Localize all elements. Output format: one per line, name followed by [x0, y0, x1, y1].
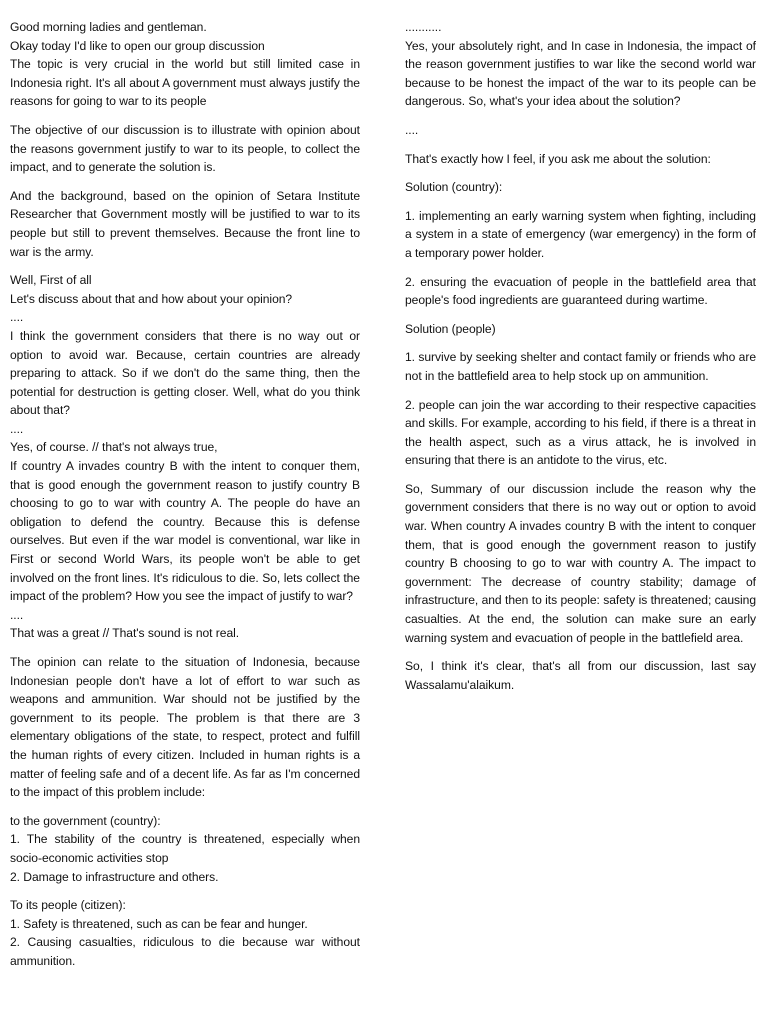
objective-paragraph: The objective of our discussion is to illustrate with opinion about the reasons government justify to war to its people, to collect the impact, and to generate the solution is. [10, 122, 360, 175]
dialogue-line: Yes, your absolutely right, and In case in Indonesia, the impact of the reason government justifies to war like the second world war because to be honest the impact of the war to its people can be dangerous. So, what's your idea about the solution? [405, 38, 756, 109]
solution-people-item: 1. survive by seeking shelter and contact family or friends who are not in the battlefield area to help stock up on ammunition. [405, 350, 756, 383]
dialogue-line: If country A invades country B with the intent to conquer them, that is good enough the government reason to justify country B choosing to go to war with country A. The people do have an obligation to defend the country. Because this is defense ourselves. But even if the war model is conventional, war like in First or second World Wars, its people won't be able to get involved on the front lines. It's ridiculous to die. So, lets collect the impact of the problem? How you see the impact of justify to war? [10, 459, 360, 604]
topic-line: The topic is very crucial in the world but still limited case in Indonesia right. It's all about A government must always justify the reasons for going to war to its people [10, 57, 360, 109]
list-item: 1. The stability of the country is threatened, especially when socio-economic activities stop [10, 832, 360, 865]
opening-line: Okay today I'd like to open our group discussion [10, 38, 265, 53]
response-paragraph [405, 18, 756, 111]
list-heading: To its people (citizen): [10, 898, 126, 913]
dialogue-line: I think the government considers that there is no way out or option to avoid war. Because, certain countries are already preparing to attack. So if we don't do the same thing, then the potential for destruction is getting closer. Well, what do you think about that? [10, 328, 360, 418]
solution-intro: That's exactly how I feel, if you ask me about the solution: [405, 151, 711, 166]
background-paragraph: And the background, based on the opinion of Setara Institute Researcher that Government mostly will be justified to war to its people but still to prevent themselves. Because the front line to war is the army. [10, 188, 360, 259]
closing-paragraph: So, I think it's clear, that's all from our discussion, last say Wassalamu'alaikum. [405, 659, 756, 692]
right-column [405, 18, 756, 694]
solution-country-heading: Solution (country): [405, 180, 503, 195]
solution-people-heading: Solution (people) [405, 321, 496, 336]
solution-people-item: 2. people can join the war according to their respective capacities and skills. For example, according to his field, if there is a threat in the health aspect, such as a virus attack, he is involved in ensuring that there is an antidote to the virus, etc. [405, 397, 756, 468]
dialogue-line: Let's discuss about that and how about your opinion? [10, 291, 293, 306]
opening-paragraph [10, 18, 360, 111]
people-impact-list [10, 896, 360, 970]
dialogue-line: Yes, of course. // that's not always true, [10, 440, 218, 455]
indonesia-paragraph: The opinion can relate to the situation of Indonesia, because Indonesian people don't have a lot of effort to war such as weapons and ammunition. War should not be justified by the government to its people. The problem is that there are 3 elementary obligations of the state, to respect, protect and fulfill the human rights of every citizen. Included in human rights is a matter of feeling safe and of a decent life. As far as I'm concerned to the impact of this problem include: [10, 655, 360, 800]
solution-country-item: 2. ensuring the evacuation of people in the battlefield area that people's food ingredients are guaranteed during wartime. [405, 274, 756, 308]
list-item: 2. Causing casualties, ridiculous to die because war without ammunition. [10, 935, 360, 968]
dialogue-ellipsis: .... [10, 310, 24, 325]
dialogue-ellipsis: .... [10, 607, 24, 622]
dialogue-paragraph [10, 271, 360, 643]
list-item: 2. Damage to infrastructure and others. [10, 869, 219, 884]
dialogue-ellipsis: ........... [405, 20, 442, 34]
dialogue-line: That was a great // That's sound is not real. [10, 626, 240, 641]
left-column [10, 18, 360, 971]
dialogue-ellipsis: .... [10, 421, 24, 436]
solution-country-item: 1. implementing an early warning system when fighting, including a system in a state of emergency (war emergency) in the form of a temporary power holder. [405, 208, 756, 260]
summary-paragraph: So, Summary of our discussion include the reason why the government considers that there is no way out or option to avoid war. When country A invades country B with the intent to conquer them, that is good enough the government reason to justify country B choosing to go to war with country A. The impact to government: The decrease of country stability; damage of infrastructure, and then to its people: safety is threatened; causing casualties. At the end, the solution can make sure an early warning system and evacuation of people in the battlefield area. [405, 481, 756, 645]
list-heading: to the government (country): [10, 813, 161, 828]
list-item: 1. Safety is threatened, such as can be fear and hunger. [10, 916, 308, 931]
dialogue-ellipsis: .... [405, 122, 419, 137]
government-impact-list [10, 812, 360, 886]
greeting-line: Good morning ladies and gentleman. [10, 20, 207, 34]
dialogue-line: Well, First of all [10, 273, 92, 288]
